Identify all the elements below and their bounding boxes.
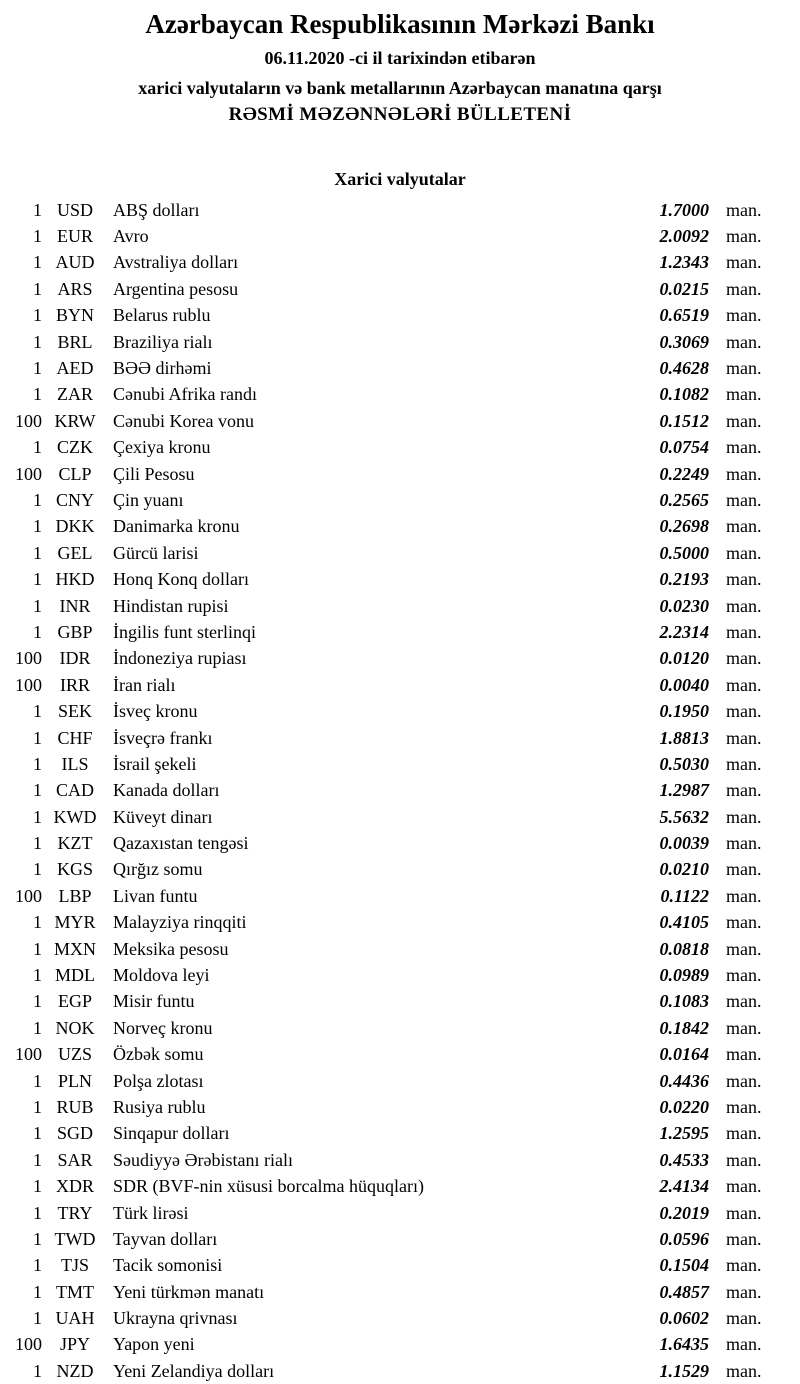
currency-code: TMT — [56, 1281, 94, 1302]
currency-code: AUD — [55, 252, 95, 273]
quantity: 1 — [33, 305, 42, 326]
currency-name: Cənubi Afrika randı — [113, 384, 257, 405]
currency-name: Polşa zlotası — [113, 1070, 204, 1091]
rate-value: 0.0230 — [659, 595, 709, 616]
currency-code: CHF — [57, 727, 93, 748]
quantity: 1 — [33, 912, 42, 933]
rate-row — [0, 408, 800, 434]
currency-code: MXN — [53, 938, 96, 959]
currency-name: Qazaxıstan tengəsi — [113, 833, 249, 854]
rate-row — [0, 1015, 800, 1041]
rate-value: 0.2565 — [659, 489, 709, 510]
unit-label: man. — [726, 965, 762, 986]
unit-label: man. — [726, 833, 762, 854]
unit-label: man. — [726, 516, 762, 537]
rate-row — [0, 1094, 800, 1120]
currency-code: SEK — [57, 701, 92, 722]
rate-row — [0, 857, 800, 883]
rate-row — [0, 619, 800, 645]
quantity: 1 — [33, 1123, 42, 1144]
unit-label: man. — [726, 1044, 762, 1065]
currency-code: MDL — [55, 965, 95, 986]
quantity: 1 — [33, 621, 42, 642]
unit-label: man. — [726, 674, 762, 695]
currency-name: İngilis funt sterlinqi — [113, 621, 256, 642]
quantity: 1 — [33, 226, 42, 247]
rate-row — [0, 1121, 800, 1147]
quantity: 1 — [33, 965, 42, 986]
currency-code: UZS — [57, 1044, 92, 1065]
unit-label: man. — [726, 648, 762, 669]
quantity: 100 — [15, 463, 42, 484]
currency-code: BYN — [55, 305, 94, 326]
section-title-foreign-currencies: Xarici valyutalar — [334, 169, 466, 189]
currency-name: Misir funtu — [113, 991, 195, 1012]
currency-name: Ukrayna qrivnası — [113, 1308, 238, 1329]
rate-row — [0, 540, 800, 566]
currency-code: JPY — [59, 1334, 90, 1355]
unit-label: man. — [726, 1123, 762, 1144]
rate-row — [0, 1305, 800, 1331]
rate-row — [0, 1173, 800, 1199]
currency-code: TWD — [54, 1228, 96, 1249]
unit-label: man. — [726, 938, 762, 959]
currency-name: Danimarka kronu — [113, 516, 240, 537]
rate-row — [0, 1147, 800, 1173]
rate-row — [0, 461, 800, 487]
rate-value: 0.4533 — [659, 1149, 709, 1170]
unit-label: man. — [726, 489, 762, 510]
rate-value: 0.0040 — [659, 674, 709, 695]
rate-value: 0.1504 — [659, 1255, 709, 1276]
quantity: 100 — [15, 648, 42, 669]
rate-row — [0, 487, 800, 513]
currency-code: SGD — [56, 1123, 93, 1144]
rate-value: 0.2019 — [659, 1202, 709, 1223]
rate-value: 0.2249 — [659, 463, 709, 484]
quantity: 1 — [33, 806, 42, 827]
unit-label: man. — [726, 331, 762, 352]
currency-name: Çin yuanı — [113, 489, 184, 510]
quantity: 1 — [33, 1096, 42, 1117]
quantity: 100 — [15, 1044, 42, 1065]
rate-row — [0, 778, 800, 804]
currency-code: GEL — [57, 542, 93, 563]
currency-name: Malayziya rinqqiti — [113, 912, 247, 933]
currency-code: UAH — [55, 1308, 95, 1329]
rate-value: 0.0989 — [659, 965, 709, 986]
currency-code: AED — [56, 358, 94, 379]
rate-row — [0, 646, 800, 672]
quantity: 1 — [33, 569, 42, 590]
currency-name: SDR (BVF-nin xüsusi borcalma hüquqları) — [113, 1176, 424, 1197]
currency-name: ABŞ dolları — [113, 199, 200, 220]
rate-row — [0, 514, 800, 540]
rate-value: 1.8813 — [659, 727, 709, 748]
currency-name: Yapon yeni — [113, 1334, 195, 1355]
currency-code: NOK — [55, 1017, 95, 1038]
exchange-rates-table — [0, 197, 800, 1384]
quantity: 1 — [33, 1017, 42, 1038]
currency-code: MYR — [54, 912, 96, 933]
currency-name: Küveyt dinarı — [113, 806, 213, 827]
currency-code: CAD — [55, 780, 94, 801]
rate-value: 1.7000 — [659, 199, 709, 220]
unit-label: man. — [726, 1228, 762, 1249]
unit-label: man. — [726, 305, 762, 326]
currency-code: SAR — [57, 1149, 93, 1170]
unit-label: man. — [726, 621, 762, 642]
rate-value: 2.2314 — [659, 621, 709, 642]
unit-label: man. — [726, 780, 762, 801]
rate-row — [0, 355, 800, 381]
quantity: 1 — [33, 1360, 42, 1381]
currency-name: Özbək somu — [113, 1044, 204, 1065]
currency-code: ARS — [57, 278, 93, 299]
rate-value: 0.6519 — [659, 305, 709, 326]
rate-value: 1.2987 — [659, 780, 709, 801]
currency-name: Livan funtu — [113, 885, 198, 906]
currency-name: Hindistan rupisi — [113, 595, 229, 616]
currency-name: Çexiya kronu — [113, 437, 211, 458]
rate-value: 0.0215 — [659, 278, 709, 299]
currency-code: BRL — [57, 331, 93, 352]
unit-label: man. — [726, 1308, 762, 1329]
currency-code: KWD — [53, 806, 97, 827]
rate-row — [0, 936, 800, 962]
currency-code: ZAR — [57, 384, 93, 405]
currency-code: CLP — [58, 463, 92, 484]
currency-code: DKK — [55, 516, 95, 537]
rate-value: 0.1512 — [659, 410, 709, 431]
rate-value: 0.1122 — [660, 885, 709, 906]
quantity: 1 — [33, 833, 42, 854]
rate-value: 0.1083 — [659, 991, 709, 1012]
rate-row — [0, 1226, 800, 1252]
rate-value: 0.1950 — [659, 701, 709, 722]
unit-label: man. — [726, 1176, 762, 1197]
currency-name: Çili Pesosu — [113, 463, 195, 484]
rate-value: 0.0210 — [659, 859, 709, 880]
rate-row — [0, 1358, 800, 1384]
currency-name: Norveç kronu — [113, 1017, 213, 1038]
rate-value: 0.5030 — [659, 753, 709, 774]
quantity: 1 — [33, 991, 42, 1012]
unit-label: man. — [726, 1360, 762, 1381]
quantity: 100 — [15, 885, 42, 906]
rate-value: 1.1529 — [659, 1360, 709, 1381]
bank-name-title: Azərbaycan Respublikasının Mərkəzi Bankı — [145, 9, 655, 39]
quantity: 1 — [33, 331, 42, 352]
currency-name: Qırğız somu — [113, 859, 203, 880]
rate-row — [0, 382, 800, 408]
rate-value: 0.1082 — [659, 384, 709, 405]
rate-value: 0.0164 — [659, 1044, 709, 1065]
quantity: 100 — [15, 674, 42, 695]
currency-name: Sinqapur dolları — [113, 1123, 230, 1144]
currency-code: EUR — [57, 226, 93, 247]
currency-code: KZT — [57, 833, 93, 854]
unit-label: man. — [726, 1017, 762, 1038]
rate-value: 0.5000 — [659, 542, 709, 563]
rate-value: 1.6435 — [659, 1334, 709, 1355]
unit-label: man. — [726, 199, 762, 220]
quantity: 1 — [33, 516, 42, 537]
quantity: 1 — [33, 358, 42, 379]
rate-value: 0.0602 — [659, 1308, 709, 1329]
unit-label: man. — [726, 463, 762, 484]
quantity: 1 — [33, 489, 42, 510]
currency-name: Braziliya rialı — [113, 331, 213, 352]
currency-name: Türk lirəsi — [113, 1202, 189, 1223]
unit-label: man. — [726, 727, 762, 748]
currency-code: GBP — [57, 621, 93, 642]
unit-label: man. — [726, 1255, 762, 1276]
bulletin-title: RƏSMİ MƏZƏNNƏLƏRİ BÜLLETENİ — [228, 104, 572, 125]
effective-date-line: 06.11.2020 -ci il tarixindən etibarən — [264, 48, 536, 68]
rate-row — [0, 1253, 800, 1279]
unit-label: man. — [726, 753, 762, 774]
rate-row — [0, 830, 800, 856]
rate-row — [0, 223, 800, 249]
currency-code: IDR — [59, 648, 91, 669]
unit-label: man. — [726, 1070, 762, 1091]
rate-value: 2.0092 — [659, 226, 709, 247]
quantity: 1 — [33, 252, 42, 273]
unit-label: man. — [726, 226, 762, 247]
currency-name: İran rialı — [113, 674, 176, 695]
quantity: 1 — [33, 1202, 42, 1223]
quantity: 100 — [15, 410, 42, 431]
currency-name: Avstraliya dolları — [113, 252, 239, 273]
rate-value: 0.4436 — [659, 1070, 709, 1091]
unit-label: man. — [726, 595, 762, 616]
currency-code: EGP — [57, 991, 92, 1012]
rate-row — [0, 989, 800, 1015]
rate-row — [0, 566, 800, 592]
quantity: 1 — [33, 1149, 42, 1170]
currency-name: BƏƏ dirhəmi — [113, 358, 212, 379]
quantity: 1 — [33, 780, 42, 801]
rate-value: 0.4857 — [659, 1281, 709, 1302]
quantity: 100 — [15, 1334, 42, 1355]
unit-label: man. — [726, 991, 762, 1012]
quantity: 1 — [33, 753, 42, 774]
rate-value: 1.2343 — [659, 252, 709, 273]
quantity: 1 — [33, 859, 42, 880]
quantity: 1 — [33, 727, 42, 748]
currency-name: Rusiya rublu — [113, 1096, 206, 1117]
currency-name: Honq Konq dolları — [113, 569, 249, 590]
currency-code: KGS — [56, 859, 93, 880]
rate-value: 0.1842 — [659, 1017, 709, 1038]
rate-value: 0.0120 — [659, 648, 709, 669]
rate-value: 0.2193 — [659, 569, 709, 590]
unit-label: man. — [726, 701, 762, 722]
rate-row — [0, 593, 800, 619]
rate-value: 1.2595 — [659, 1123, 709, 1144]
quantity: 1 — [33, 437, 42, 458]
currency-code: NZD — [56, 1360, 94, 1381]
currency-code: TRY — [57, 1202, 93, 1223]
rate-row — [0, 1332, 800, 1358]
rate-row — [0, 1042, 800, 1068]
unit-label: man. — [726, 252, 762, 273]
currency-name: İsveç kronu — [113, 701, 198, 722]
rate-value: 0.0596 — [659, 1228, 709, 1249]
currency-code: CZK — [57, 437, 93, 458]
rate-value: 0.0220 — [659, 1096, 709, 1117]
quantity: 1 — [33, 1281, 42, 1302]
quantity: 1 — [33, 1308, 42, 1329]
unit-label: man. — [726, 358, 762, 379]
rate-row — [0, 197, 800, 223]
unit-label: man. — [726, 384, 762, 405]
rate-row — [0, 303, 800, 329]
unit-label: man. — [726, 410, 762, 431]
unit-label: man. — [726, 1334, 762, 1355]
currency-code: INR — [59, 595, 91, 616]
rate-row — [0, 672, 800, 698]
quantity: 1 — [33, 278, 42, 299]
rate-row — [0, 698, 800, 724]
rate-row — [0, 1279, 800, 1305]
quantity: 1 — [33, 1228, 42, 1249]
quantity: 1 — [33, 1255, 42, 1276]
rate-row — [0, 883, 800, 909]
unit-label: man. — [726, 806, 762, 827]
unit-label: man. — [726, 1096, 762, 1117]
currency-code: USD — [56, 199, 93, 220]
currency-code: PLN — [57, 1070, 92, 1091]
currency-name: Səudiyyə Ərəbistanı rialı — [113, 1149, 293, 1170]
currency-name: Moldova leyi — [113, 965, 210, 986]
unit-label: man. — [726, 1202, 762, 1223]
rate-row — [0, 1068, 800, 1094]
rate-value: 0.0818 — [659, 938, 709, 959]
currency-name: İsveçrə frankı — [113, 727, 213, 748]
quantity: 1 — [33, 1176, 42, 1197]
currency-name: Yeni türkmən manatı — [113, 1281, 265, 1302]
quantity: 1 — [33, 595, 42, 616]
rate-value: 0.0754 — [659, 437, 709, 458]
unit-label: man. — [726, 542, 762, 563]
currency-name: Kanada dolları — [113, 780, 220, 801]
rate-row — [0, 751, 800, 777]
rate-row — [0, 1200, 800, 1226]
quantity: 1 — [33, 384, 42, 405]
unit-label: man. — [726, 437, 762, 458]
rate-value: 2.4134 — [659, 1176, 709, 1197]
currency-code: LBP — [58, 885, 92, 906]
rate-row — [0, 435, 800, 461]
rate-row — [0, 804, 800, 830]
currency-name: Belarus rublu — [113, 305, 211, 326]
rate-row — [0, 962, 800, 988]
currency-name: Tayvan dolları — [113, 1228, 218, 1249]
currency-name: Argentina pesosu — [113, 278, 239, 299]
unit-label: man. — [726, 278, 762, 299]
unit-label: man. — [726, 859, 762, 880]
unit-label: man. — [726, 569, 762, 590]
quantity: 1 — [33, 1070, 42, 1091]
unit-label: man. — [726, 885, 762, 906]
rate-row — [0, 329, 800, 355]
unit-label: man. — [726, 1149, 762, 1170]
currency-name: İndoneziya rupiası — [113, 648, 247, 669]
currency-code: TJS — [60, 1255, 89, 1276]
currency-code: XDR — [55, 1176, 94, 1197]
rate-value: 0.0039 — [659, 833, 709, 854]
currency-name: Yeni Zelandiya dolları — [113, 1360, 275, 1381]
currency-name: İsrail şekeli — [113, 753, 197, 774]
currency-name: Avro — [113, 226, 149, 247]
quantity: 1 — [33, 701, 42, 722]
rate-row — [0, 725, 800, 751]
currency-code: KRW — [54, 410, 96, 431]
subject-line: xarici valyutaların və bank metallarının Azərbaycan manatına qarşı — [138, 78, 662, 98]
rate-value: 0.2698 — [659, 516, 709, 537]
currency-name: Cənubi Korea vonu — [113, 410, 254, 431]
quantity: 1 — [33, 542, 42, 563]
rate-row — [0, 910, 800, 936]
rate-value: 0.4105 — [659, 912, 709, 933]
currency-name: Meksika pesosu — [113, 938, 229, 959]
unit-label: man. — [726, 912, 762, 933]
rate-value: 5.5632 — [659, 806, 709, 827]
quantity: 1 — [33, 938, 42, 959]
rate-value: 0.3069 — [659, 331, 709, 352]
rate-row — [0, 250, 800, 276]
currency-code: CNY — [55, 489, 94, 510]
currency-name: Gürcü larisi — [113, 542, 199, 563]
quantity: 1 — [33, 199, 42, 220]
unit-label: man. — [726, 1281, 762, 1302]
currency-code: IRR — [59, 674, 90, 695]
currency-code: ILS — [61, 753, 89, 774]
currency-code: RUB — [56, 1096, 94, 1117]
currency-name: Tacik somonisi — [113, 1255, 223, 1276]
currency-code: HKD — [55, 569, 95, 590]
rate-row — [0, 276, 800, 302]
rate-value: 0.4628 — [659, 358, 709, 379]
